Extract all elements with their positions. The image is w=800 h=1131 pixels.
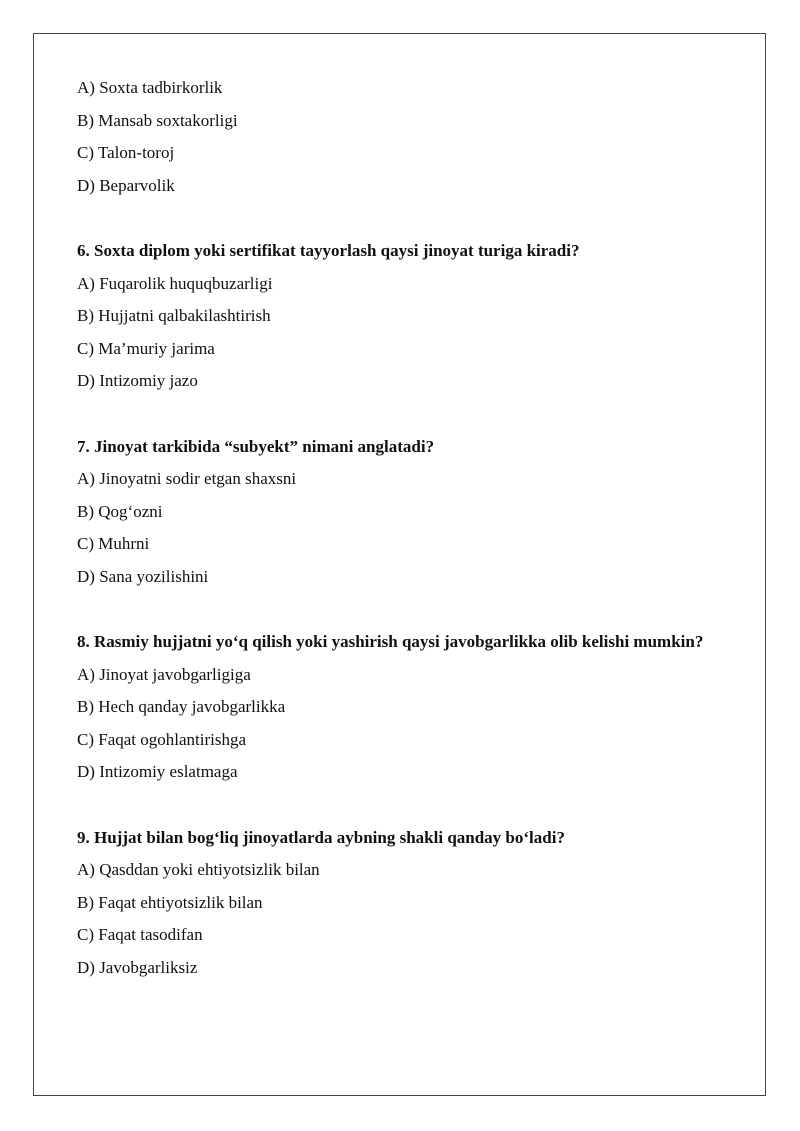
- option-b: B) Mansab soxtakorligi: [77, 110, 238, 130]
- option-c: C) Faqat ogohlantirishga: [77, 729, 247, 749]
- option-b: B) Qog‘ozni: [77, 501, 163, 521]
- question-block-7: [77, 431, 717, 594]
- option-a: A) Qasddan yoki ehtiyotsizlik bilan: [77, 860, 320, 880]
- option-a: A) Jinoyat javobgarligiga: [77, 664, 251, 684]
- option-c: C) Talon-toroj: [77, 143, 175, 163]
- document-body: [77, 72, 717, 985]
- question-7: 7. Jinoyat tarkibida “subyekt” nimani anglatadi?: [77, 436, 435, 456]
- option-b: B) Hech qanday javobgarlikka: [77, 697, 286, 717]
- option-a: A) Jinoyatni sodir etgan shaxsni: [77, 469, 297, 489]
- question-block-8: [77, 626, 717, 789]
- spacer: [77, 789, 717, 822]
- question-block-6: [77, 235, 717, 398]
- question-6: 6. Soxta diplom yoki sertifikat tayyorlash qaysi jinoyat turiga kiradi?: [77, 240, 580, 260]
- option-d: D) Sana yozilishini: [77, 566, 209, 586]
- option-c: C) Muhrni: [77, 534, 150, 554]
- option-d: D) Intizomiy eslatmaga: [77, 762, 238, 782]
- question-9: 9. Hujjat bilan bog‘liq jinoyatlarda aybning shakli qanday bo‘ladi?: [77, 827, 565, 847]
- question-block-5: [77, 72, 717, 202]
- spacer: [77, 594, 717, 627]
- option-d: D) Javobgarliksiz: [77, 958, 198, 978]
- option-a: A) Soxta tadbirkorlik: [77, 78, 223, 97]
- spacer: [77, 202, 717, 235]
- option-c: C) Ma’muriy jarima: [77, 338, 215, 358]
- option-d: D) Beparvolik: [77, 175, 175, 195]
- option-d: D) Intizomiy jazo: [77, 371, 198, 391]
- question-8: 8. Rasmiy hujjatni yo‘q qilish yoki yashirish qaysi javobgarlikka olib kelishi mumkin?: [77, 632, 704, 652]
- question-block-9: [77, 822, 717, 985]
- option-b: B) Faqat ehtiyotsizlik bilan: [77, 892, 263, 912]
- option-a: A) Fuqarolik huquqbuzarligi: [77, 273, 273, 293]
- option-c: C) Faqat tasodifan: [77, 925, 203, 945]
- spacer: [77, 398, 717, 431]
- option-b: B) Hujjatni qalbakilashtirish: [77, 306, 271, 326]
